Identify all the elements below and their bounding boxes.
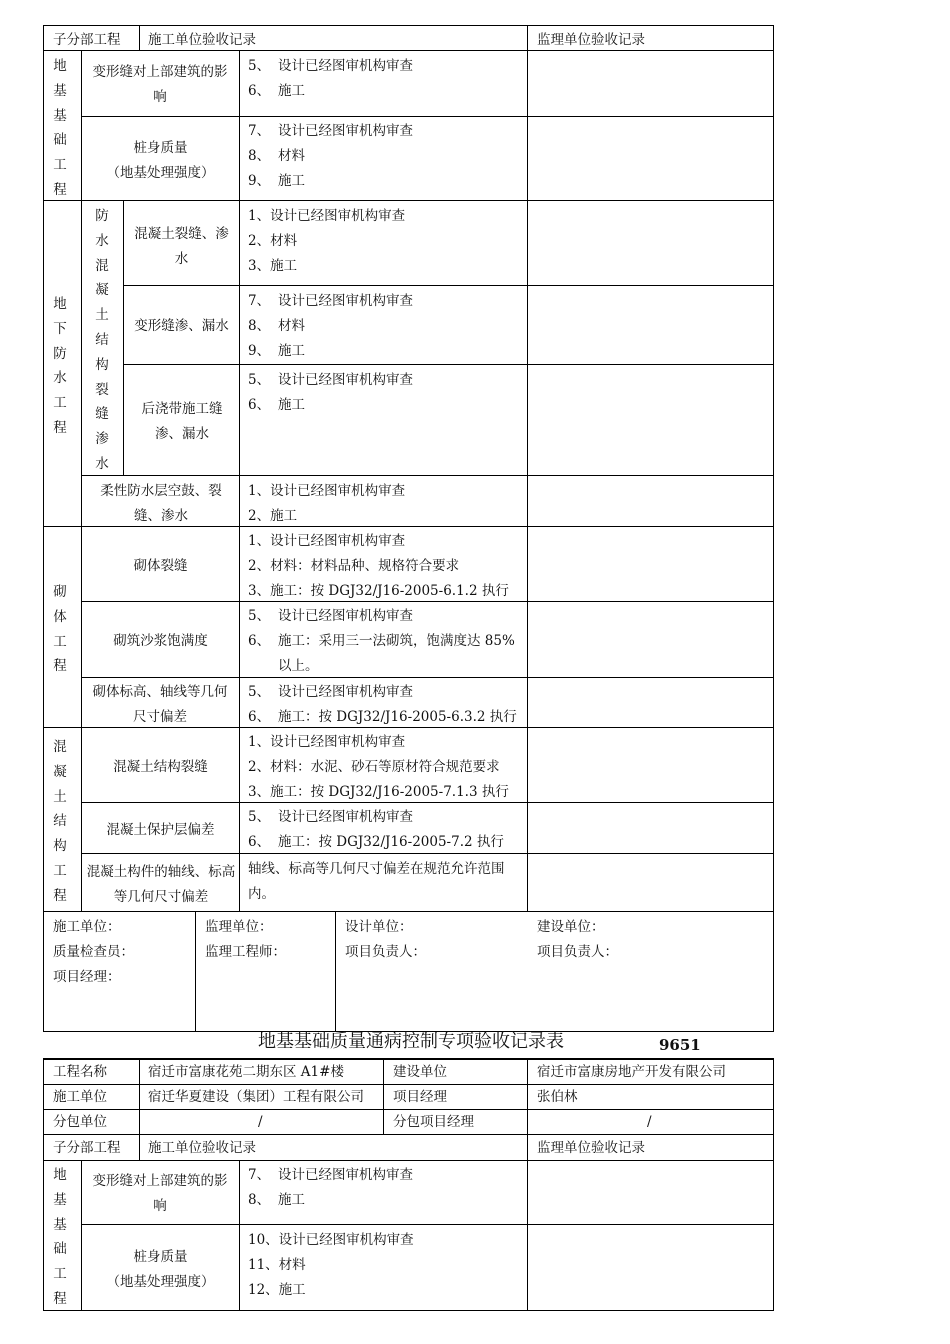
item-text: 材料	[278, 148, 305, 164]
value-contractor: 宿迁华夏建设（集团）工程有限公司	[148, 1089, 364, 1105]
item-text: 设计已经图审机构审查	[278, 608, 413, 624]
item-text: 10、设计已经图审机构审查	[248, 1232, 414, 1248]
item-text: 施工：采用三一法砌筑，饱满度达 85%	[278, 633, 515, 649]
sign-design-lead: 项目负责人：	[345, 944, 426, 960]
value-subcontractor: /	[258, 1114, 263, 1130]
sign-designer: 设计单位：	[345, 919, 413, 935]
header-contractor-record: 施工单位验收记录	[148, 1140, 256, 1156]
label-sub-project-manager: 分包项目经理	[393, 1114, 474, 1130]
sign-owner-lead: 项目负责人：	[537, 944, 618, 960]
item-text: 2、材料	[248, 233, 298, 249]
header-sub-project: 子分部工程	[53, 1140, 121, 1156]
item-number: 6、	[248, 834, 271, 850]
vline	[239, 1160, 240, 1311]
hline	[81, 1224, 774, 1225]
item-text: 设计已经图审机构审查	[278, 1167, 413, 1183]
item-text: 施工	[278, 1192, 305, 1208]
item-number: 6、	[248, 83, 271, 99]
item-text: 施工：按 DGJ32/J16-2005-7.2 执行	[278, 834, 504, 850]
row-joint-leak: 变形缝渗、漏水	[134, 318, 229, 334]
item-text: 设计已经图审机构审查	[278, 372, 413, 388]
item-number: 5、	[248, 608, 271, 624]
item-number: 5、	[248, 684, 271, 700]
item-text: 设计已经图审机构审查	[278, 293, 413, 309]
sign-supervising-engineer: 监理工程师：	[205, 944, 286, 960]
item-text: 2、材料：水泥、砂石等原材符合规范要求	[248, 759, 500, 775]
item-text: 施工	[278, 83, 305, 99]
row-masonry-deviation: 砌体标高、轴线等几何尺寸偏差	[92, 684, 228, 725]
item-number: 9、	[248, 343, 271, 359]
item-text: 1、设计已经图审机构审查	[248, 533, 406, 549]
label-project-name: 工程名称	[53, 1064, 107, 1080]
item-text: 1、设计已经图审机构审查	[248, 734, 406, 750]
item-text: 施工	[278, 397, 305, 413]
label-owner: 建设单位	[393, 1064, 447, 1080]
group-underground: 地下防水工程	[53, 296, 67, 436]
header-sub-project: 子分部工程	[53, 32, 121, 48]
group-foundation-suffix: 工程	[53, 1266, 67, 1307]
item-number: 6、	[248, 397, 271, 413]
row-flexible-waterproof: 柔性防水层空鼓、裂缝、渗水	[100, 483, 222, 524]
header-supervisor-record: 监理单位验收记录	[537, 32, 645, 48]
row-post-pour-strip: 后浇带施工缝渗、漏水	[141, 401, 223, 442]
form-number: 9651	[659, 1036, 701, 1054]
header-contractor-record: 施工单位验收记录	[148, 32, 256, 48]
row-cover-deviation: 混凝土保护层偏差	[106, 822, 215, 838]
item-text: 2、材料：材料品种、规格符合要求	[248, 558, 460, 574]
item-text: 设计已经图审机构审查	[278, 809, 413, 825]
value-owner: 宿迁市富康房地产开发有限公司	[537, 1064, 726, 1080]
sign-quality-inspector: 质量检查员：	[53, 944, 134, 960]
item-number: 8、	[248, 318, 271, 334]
item-text: 以上。	[278, 658, 319, 674]
form-title: 地基基础质量通病控制专项验收记录表	[258, 1031, 564, 1052]
item-text: 2、施工	[248, 508, 298, 524]
label-contractor: 施工单位	[53, 1089, 107, 1105]
value-project-manager: 张伯林	[537, 1089, 578, 1105]
sign-contractor: 施工单位：	[53, 919, 121, 935]
item-text: 设计已经图审机构审查	[278, 684, 413, 700]
item-text: 11、材料	[248, 1257, 306, 1273]
item-number: 5、	[248, 58, 271, 74]
deviation-result: 轴线、标高等几何尺寸偏差在规范允许范围内。	[248, 861, 505, 902]
item-text: 施工	[278, 173, 305, 189]
value-project-name: 宿迁市富康花苑二期东区 A1#楼	[148, 1064, 344, 1080]
item-text: 设计已经图审机构审查	[278, 123, 413, 139]
group-foundation: 地基基础	[53, 1167, 67, 1258]
row-concrete-crack: 混凝土裂缝、渗水	[134, 226, 229, 267]
item-number: 7、	[248, 293, 271, 309]
row-deformation-joint: 变形缝对上部建筑的影响	[92, 1173, 228, 1214]
value-sub-project-manager: /	[647, 1114, 652, 1130]
item-number: 7、	[248, 1167, 271, 1183]
item-text: 施工	[278, 343, 305, 359]
item-number: 6、	[248, 709, 271, 725]
row-mortar-fullness: 砌筑沙浆饱满度	[113, 633, 208, 649]
item-number: 7、	[248, 123, 271, 139]
item-text: 3、施工：按 DGJ32/J16-2005-7.1.3 执行	[248, 784, 509, 800]
label-project-manager: 项目经理	[393, 1089, 447, 1105]
row-pile-quality-sub: （地基处理强度）	[106, 165, 215, 181]
group-concrete: 混凝土结构工程	[53, 739, 67, 904]
row-deformation-joint: 变形缝对上部建筑的影响	[92, 64, 228, 105]
item-text: 1、设计已经图审机构审查	[248, 208, 406, 224]
item-text: 设计已经图审机构审查	[278, 58, 413, 74]
item-text: 1、设计已经图审机构审查	[248, 483, 406, 499]
item-number: 8、	[248, 1192, 271, 1208]
item-number: 5、	[248, 809, 271, 825]
item-number: 5、	[248, 372, 271, 388]
header-supervisor-record: 监理单位验收记录	[537, 1140, 645, 1156]
row-concrete-structure-crack: 混凝土结构裂缝	[113, 759, 208, 775]
group-masonry: 砌体工程	[53, 584, 67, 675]
item-number: 8、	[248, 148, 271, 164]
row-masonry-crack: 砌体裂缝	[133, 558, 188, 574]
item-number: 6、	[248, 633, 271, 649]
row-pile-quality: 桩身质量	[133, 140, 188, 156]
item-text: 材料	[278, 318, 305, 334]
sign-project-manager: 项目经理：	[53, 969, 121, 985]
item-text: 3、施工	[248, 258, 298, 274]
subgroup-waterproof-concrete: 防水混凝土结构裂缝渗水	[95, 208, 109, 472]
vline	[139, 1058, 140, 1160]
item-text: 3、施工：按 DGJ32/J16-2005-6.1.2 执行	[248, 583, 509, 599]
item-text: 施工：按 DGJ32/J16-2005-6.3.2 执行	[278, 709, 517, 725]
sign-supervisor: 监理单位：	[205, 919, 273, 935]
row-pile-quality-sub: （地基处理强度）	[106, 1274, 215, 1290]
group-foundation: 地基基础工程	[53, 58, 67, 198]
row-member-deviation: 混凝土构件的轴线、标高等几何尺寸偏差	[86, 864, 236, 905]
label-subcontractor: 分包单位	[53, 1114, 107, 1130]
sign-owner: 建设单位：	[537, 919, 605, 935]
item-text: 12、施工	[248, 1282, 306, 1298]
vline	[527, 1058, 528, 1311]
item-number: 9、	[248, 173, 271, 189]
vline	[383, 1058, 384, 1134]
row-pile-quality: 桩身质量	[133, 1249, 188, 1265]
